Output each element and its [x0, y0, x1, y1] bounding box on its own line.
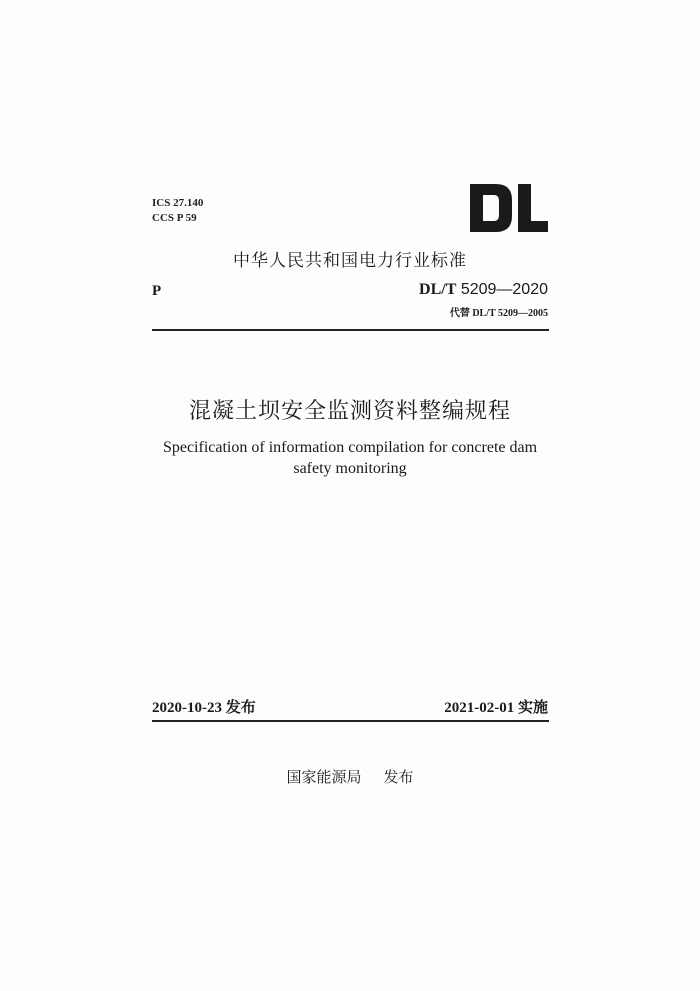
- standard-number-value: 5209—2020: [460, 281, 548, 298]
- header-divider: [152, 329, 549, 331]
- standard-category-title: 中华人民共和国电力行业标准: [233, 251, 467, 271]
- issue-date: [152, 696, 256, 717]
- footer-divider: [152, 720, 549, 722]
- publisher: [0, 766, 700, 787]
- document-title-chinese: 混凝土坝安全监测资料整编规程: [188, 399, 511, 424]
- issue-date-value: 2020-10-23: [152, 700, 222, 716]
- standard-number-prefix: DL/T: [419, 281, 457, 298]
- publisher-action: 发布: [383, 768, 414, 786]
- classification-letter: P: [152, 283, 162, 299]
- publisher-name: 国家能源局: [286, 768, 362, 786]
- title-english-line-2: safety monitoring: [293, 460, 407, 477]
- ccs-code: CCS P 59: [152, 212, 197, 224]
- implementation-label: 实施: [517, 698, 548, 716]
- title-english-line-1: Specification of information compilation for concrete dam: [162, 439, 538, 456]
- issue-label: 发布: [225, 698, 256, 716]
- implementation-date-value: 2021-02-01: [444, 700, 515, 716]
- dl-logo: [466, 178, 550, 238]
- classification-codes: [152, 196, 203, 226]
- replaces-standard: 代替 DL/T 5209—2005: [449, 308, 548, 319]
- ics-code: ICS 27.140: [152, 197, 204, 209]
- standard-number: [419, 281, 548, 299]
- implementation-date: [444, 696, 548, 717]
- document-title-english: [0, 437, 700, 479]
